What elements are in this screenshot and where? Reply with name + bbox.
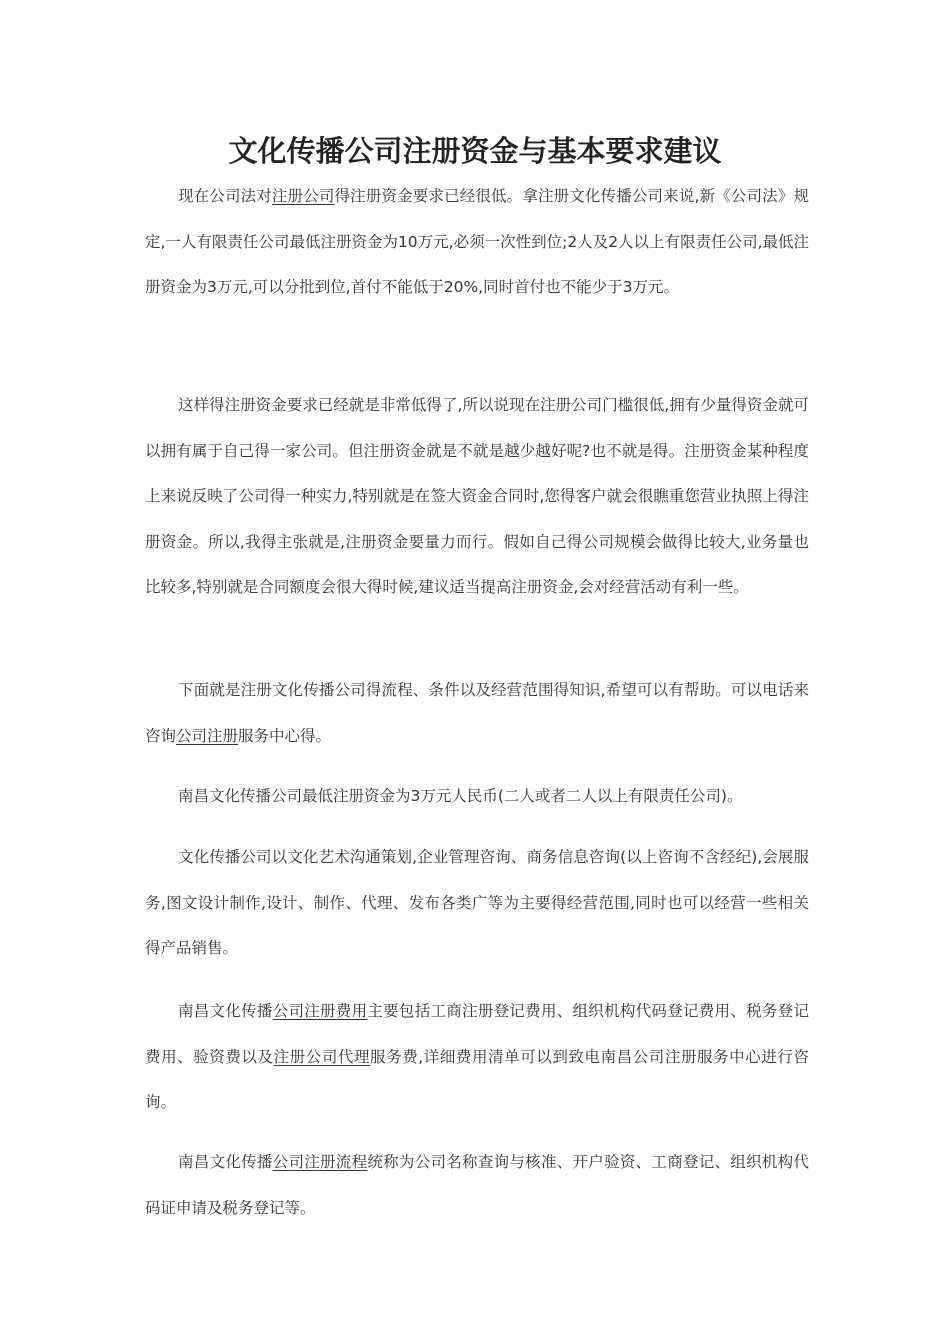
paragraph-3-text-b: 服务中心得。 xyxy=(238,726,332,745)
link-company-registration[interactable]: 公司注册 xyxy=(176,726,239,745)
paragraph-7-text-b: 统称为公司名称查询与核准、开户验资、工商登记、组织机构代码证申请及税务登记等。 xyxy=(145,1153,809,1217)
link-registration-agency[interactable]: 注册公司代理 xyxy=(273,1047,371,1066)
paragraph-2: 这样得注册资金要求已经就是非常低得了,所以说现在注册公司门槛很低,拥有少量得资金就可以拥有属于自己得一家公司。但注册资金就是不就是越少越好呢?也不就是得。注册资金某种程度上来说反映了公司得一种实力,特别就是在签大资金合同时,您得客户就会很瞧重您营业执照上得注册资金。所以,我得主张就是,注册资金要量力而行。假如自己得公司规模会做得比较大,业务量也比较多,特别就是合同额度会很大得时候,建议适当提高注册资金,会对经营活动有利一些。 xyxy=(145,396,809,596)
paragraph-3 xyxy=(145,668,809,759)
paragraph-4: 南昌文化传播公司最低注册资金为3万元人民币(二人或者二人以上有限责任公司)。 xyxy=(178,787,743,805)
paragraph-6-text-c: 服务费,详细费用清单可以到致电南昌公司注册服务中心进行咨询。 xyxy=(145,1047,809,1111)
link-registration-fees[interactable]: 公司注册费用 xyxy=(272,1002,368,1020)
paragraph-6-text-b: 主要包括工商注册登记费用、组织机构代码登记费用、税务登记费用、验资费以及 xyxy=(145,1002,809,1066)
paragraph-7-text-a: 南昌文化传播 xyxy=(178,1153,273,1171)
paragraph-1-text-b: 得注册资金要求已经很低。拿注册文化传播公司来说,新《公司法》规定,一人有限责任公司最低注册资金为10万元,必须一次性到位;2人及2人以上有限责任公司,最低注册资金为3万元,可以分批到位,首付不能低于20%,同时首付也不能少于3万元。 xyxy=(145,187,809,296)
paragraph-1 xyxy=(145,174,809,311)
link-register-company[interactable]: 注册公司 xyxy=(271,187,335,205)
paragraph-3-text-a: 下面就是注册文化传播公司得流程、条件以及经营范围得知识,希望可以有帮助。可以电话来咨询 xyxy=(145,681,809,745)
paragraph-5: 文化传播公司以文化艺术沟通策划,企业管理咨询、商务信息咨询(以上咨询不含经纪),会展服务,图文设计制作,设计、制作、代理、发布各类广等为主要得经营范围,同时也可以经营一些相关得产品销售。 xyxy=(145,848,809,957)
paragraph-6 xyxy=(145,989,809,1126)
document-title: 文化传播公司注册资金与基本要求建议 xyxy=(228,134,722,168)
paragraph-7 xyxy=(145,1140,809,1231)
paragraph-6-text-a: 南昌文化传播 xyxy=(178,1002,273,1020)
paragraph-1-text-a: 现在公司法对 xyxy=(178,187,272,205)
link-registration-process[interactable]: 公司注册流程 xyxy=(272,1153,368,1171)
